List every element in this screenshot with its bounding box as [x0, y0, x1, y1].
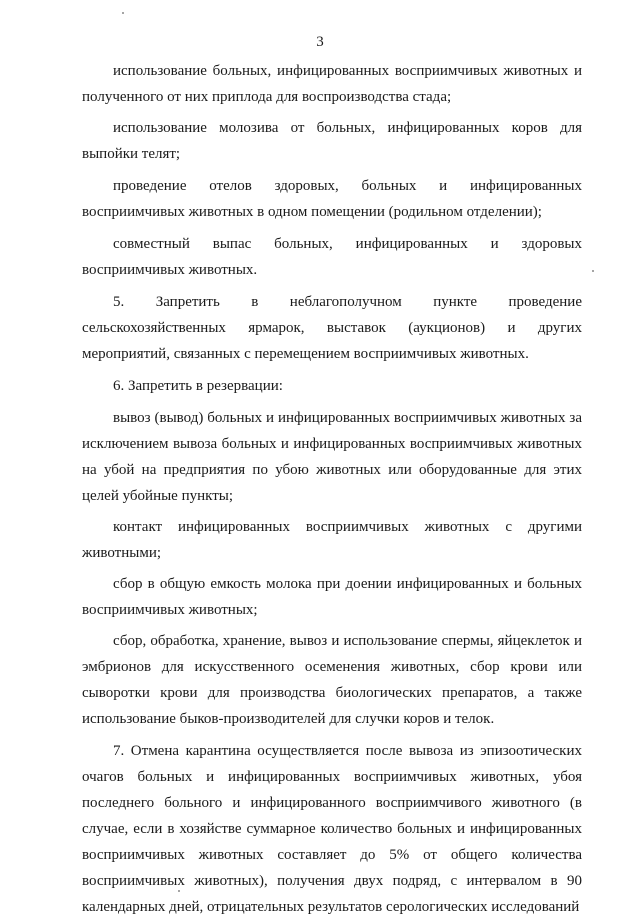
- text-line: животными;: [82, 545, 162, 561]
- text-line: сыворотки крови для производства биологических препаратов, а также: [82, 685, 582, 701]
- text-line: вывоз (вывод) больных и инфицированных восприимчивых животных за: [113, 410, 582, 426]
- text-line: сбор в общую емкость молока при доении инфицированных и больных: [113, 576, 582, 592]
- text-line: последнего больного и инфицированного восприимчивого животного (в: [82, 795, 582, 811]
- scan-speck: [178, 890, 180, 892]
- scan-speck: [592, 270, 594, 272]
- text-line: 6. Запретить в резервации:: [113, 378, 283, 394]
- text-line: полученного от них приплода для воспроизводства стада;: [82, 89, 452, 105]
- text-line: эмбрионов для искусственного осеменения животных, сбор крови или: [82, 659, 582, 675]
- text-line: случае, если в хозяйстве суммарное количество больных и инфицированных: [82, 821, 582, 837]
- paragraph: [82, 373, 582, 399]
- text-line: использование быков-производителей для случки коров и телок.: [82, 711, 495, 727]
- text-line: восприимчивых животных;: [82, 602, 258, 618]
- text-line: использование молозива от больных, инфицированных коров для: [113, 120, 582, 136]
- paragraph: [82, 405, 582, 509]
- paragraph: [82, 628, 582, 732]
- text-line: восприимчивых животных в одном помещении (родильном отделении);: [82, 204, 542, 220]
- text-line: сбор, обработка, хранение, вывоз и использование спермы, яйцеклеток и: [113, 633, 582, 649]
- text-line: совместный выпас больных, инфицированных и здоровых: [113, 236, 582, 252]
- text-line: контакт инфицированных восприимчивых животных с другими: [113, 519, 582, 535]
- text-line: 5. Запретить в неблагополучном пункте проведение: [113, 294, 582, 310]
- paragraph: [82, 289, 582, 367]
- text-line: на убой на предприятия по убою животных или оборудованные для этих: [82, 462, 582, 478]
- paragraph: [82, 115, 582, 167]
- text-line: календарных дней, отрицательных результатов серологических исследований: [82, 899, 580, 915]
- paragraph: [82, 514, 582, 566]
- text-line: восприимчивых животных), получения двух подряд, с интервалом в 90: [82, 873, 582, 889]
- paragraph: [82, 231, 582, 283]
- paragraph: [82, 571, 582, 623]
- text-line: проведение отелов здоровых, больных и инфицированных: [113, 178, 582, 194]
- text-line: восприимчивых животных.: [82, 262, 258, 278]
- text-line: целей убойные пункты;: [82, 488, 234, 504]
- text-line: использование больных, инфицированных восприимчивых животных и: [113, 63, 582, 79]
- paragraph: [82, 173, 582, 225]
- text-line: 7. Отмена карантина осуществляется после вывоза из эпизоотических: [113, 743, 582, 759]
- text-line: восприимчивых животных составляет до 5% от общего количества: [82, 847, 582, 863]
- text-line: очагов больных и инфицированных восприимчивых животных, убоя: [82, 769, 582, 785]
- text-line: исключением вывоза больных и инфицированных восприимчивых животных: [82, 436, 582, 452]
- page-number: 3: [316, 34, 324, 50]
- text-line: выпойки телят;: [82, 146, 181, 162]
- text-line: мероприятий, связанных с перемещением восприимчивых животных.: [82, 346, 529, 362]
- document-body: [82, 58, 582, 920]
- paragraph: [82, 738, 582, 920]
- text-line: сельскохозяйственных ярмарок, выставок (аукционов) и других: [82, 320, 582, 336]
- scan-speck: [122, 12, 124, 14]
- paragraph: [82, 58, 582, 110]
